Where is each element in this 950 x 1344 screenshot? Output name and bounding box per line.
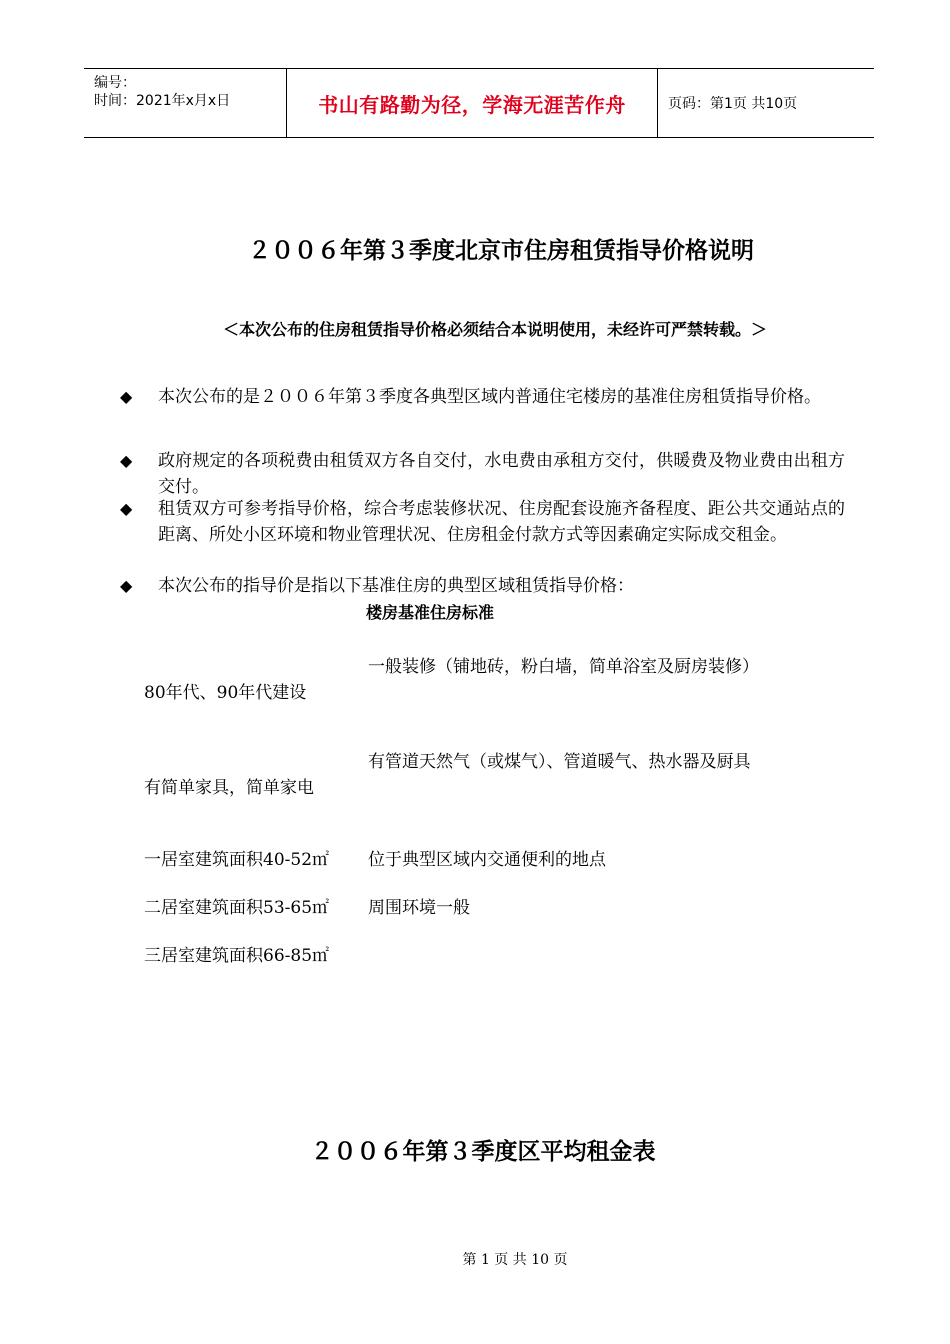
bullet-item (120, 575, 845, 597)
standard-right-item: 有管道天然气（或煤气）、管道暖气、热水器及厨具 (368, 752, 751, 772)
document-title: ２００６年第３季度北京市住房租赁指导价格说明 (248, 238, 754, 264)
diamond-bullet-icon: ◆ (120, 576, 133, 595)
standard-left-item: 三居室建筑面积66-85㎡ (144, 946, 330, 966)
header-left-cell (84, 69, 287, 137)
standard-right-item: 位于典型区域内交通便利的地点 (368, 850, 606, 870)
rent-table-title: ２００６年第３季度区平均租金表 (310, 1139, 656, 1165)
diamond-bullet-icon: ◆ (120, 499, 133, 518)
bullet-text: 本次公布的指导价是指以下基准住房的典型区域租赁指导价格： (158, 576, 634, 596)
standard-right-item: 一般装修（铺地砖，粉白墙，简单浴室及厨房装修） (368, 657, 759, 677)
standard-left-item: 一居室建筑面积40-52㎡ (144, 850, 330, 870)
bullet-text: 政府规定的各项税费由租赁双方各自交付，水电费由承租方交付，供暖费及物业费由出租方交付。 (158, 451, 845, 497)
header-motto: 书山有路勤为径，学海无涯苦作舟 (287, 69, 658, 137)
standard-right-item: 周围环境一般 (368, 898, 470, 918)
document-date-label: 时间：2021年x月x日 (94, 93, 231, 109)
bullet-text: 租赁双方可参考指导价格，综合考虑装修状况、住房配套设施齐备程度、距公共交通站点的距离、所处小区环境和物业管理状况、住房租金付款方式等因素确定实际成交租金。 (158, 499, 845, 545)
diamond-bullet-icon: ◆ (120, 387, 133, 406)
header-table (84, 68, 874, 138)
bullet-text: 本次公布的是２００６年第３季度各典型区域内普通住宅楼房的基准住房租赁指导价格。 (158, 387, 821, 407)
document-number-label: 编号： (94, 75, 136, 91)
standard-left-item: 有简单家具，简单家电 (144, 778, 314, 798)
page-footer: 第 1 页 共 10 页 (462, 1252, 568, 1268)
usage-notice: ＜本次公布的住房租赁指导价格必须结合本说明使用，未经许可严禁转载。＞ (222, 320, 767, 339)
diamond-bullet-icon: ◆ (120, 451, 133, 470)
standard-left-item: 二居室建筑面积53-65㎡ (144, 898, 330, 918)
bullet-item (120, 451, 845, 500)
bullet-item (120, 499, 845, 548)
standard-title: 楼房基准住房标准 (366, 603, 495, 622)
standard-left-item: 80年代、90年代建设 (144, 683, 307, 703)
header-page-label: 页码：第1页 共10页 (668, 96, 798, 112)
bullet-item (120, 386, 845, 418)
